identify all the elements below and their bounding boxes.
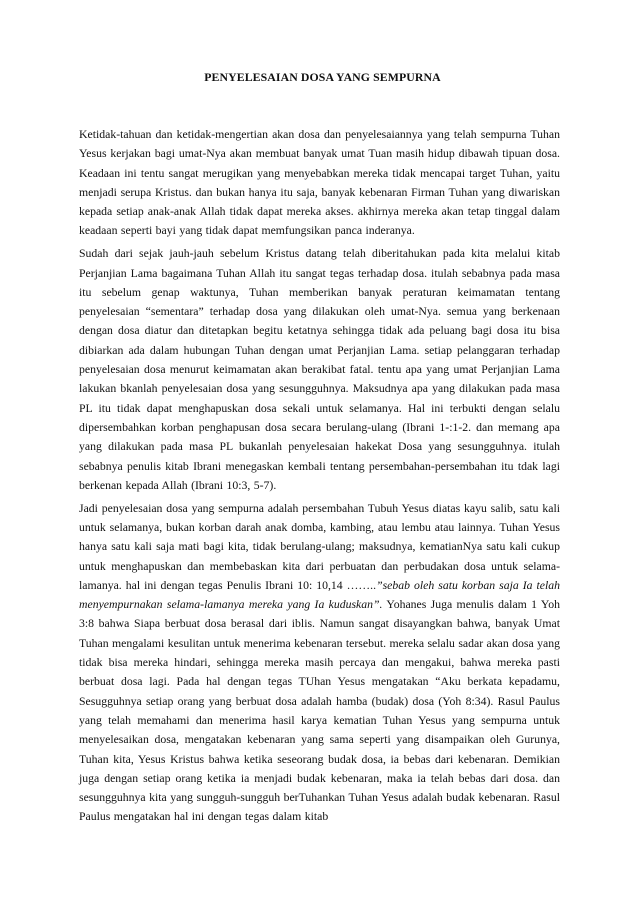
paragraph-3-text-before: Jadi penyelesaian dosa yang sempurna adalah persembahan Tubuh Yesus diatas kayu salib, satu kali untuk selamanya, bukan korban darah anak domba, kambing, atau lembu atau lainnya. Tuhan Yesus hanya satu kali saja mati bagi kita, tidak berulang-ulang; maksudnya, kematianNya satu kali cukup untuk menghapuskan dan membebaskan kita dari perbuatan dan perbudakan dosa untuk selama-lamanya. hal ini dengan tegas Penulis Ibrani 10: 10,14 …….. [79, 501, 560, 592]
paragraph-3-italic-quote: ”sebab oleh satu korban saja Ia telah menyempurnakan selama-lamanya mereka yang Ia kuduskan”. [79, 578, 560, 612]
paragraph-2: Sudah dari sejak jauh-jauh sebelum Kristus datang telah diberitahukan pada kita melalui kitab Perjanjian Lama bagaimana Tuhan Allah itu sangat tegas terhadap dosa. itulah sebabnya pada masa itu sebelum genap waktunya, Tuhan memberikan banyak peraturan keimamatan tentang penyelesaian “sementara” terhadap dosa yang dilakukan oleh umat-Nya. semua yang berkenaan dengan dosa diatur dan ditetapkan begitu ketatnya sehingga tidak ada peluang bagi dosa itu bisa dibiarkan ada dalam hubungan Tuhan dengan umat Perjanjian Lama. setiap pelanggaran terhadap penyelesaian dosa menurut keimamatan akan berakibat fatal. tentu apa yang umat Perjanjian Lama lakukan bkanlah penyelesaian dosa yang sesungguhnya. Maksudnya apa yang dilakukan pada masa PL itu tidak dapat menghapuskan dosa sekali untuk selamanya. Hal ini terbukti dengan selalu dipersembahkan korban penghapusan dosa secara berulang-ulang (Ibrani 1-:1-2. dan memang apa yang dilakukan pada masa PL bukanlah penyelesaian hakekat Dosa yang sesungguhnya. itulah sebabnya penulis kitab Ibrani menegaskan kembali tentang persembahan-persembahan itu tdak lagi berkenan kepada Allah (Ibrani 10:3, 5-7). [79, 247, 560, 492]
paragraph-3-text-after: Yohanes Juga menulis dalam 1 Yoh 3:8 bahwa Siapa berbuat dosa berasal dari iblis. Namun sangat disayangkan bahwa, banyak Umat Tuhan mengalami kesulitan untuk menerima kebenaran tersebut. mereka selalu sadar akan dosa yang tidak bisa mereka hindari, sehingga mereka masih percaya dan mengakui, bahwa mereka pasti berbuat dosa lagi. Pada hal dengan tegas TUhan Yesus mengatakan “Aku berkata kepadamu, Sesugguhnya setiap orang yang berbuat dosa adalah hamba (budak) dosa (Yoh 8:34). Rasul Paulus yang telah memahami dan menerima hasil karya kematian Tuhan Yesus yang sempurna untuk menyelesaikan dosa, mengatakan kebenaran yang sama seperti yang disampaikan oleh Gurunya, Tuhan kita, Yesus Kristus bahwa ketika seseorang budak dosa, ia bebas dari kebenaran. Demikian juga dengan setiap orang ketika ia menjadi budak kebenaran, maka ia telah bebas dari dosa. dan sesungguhnya kita yang sungguh-sungguh berTuhankan Tuhan Yesus adalah budak kebenaran. Rasul Paulus mengatakan hal ini dengan tegas dalam kitab [79, 598, 560, 824]
paragraph-3 [79, 499, 560, 827]
paragraph-1: Ketidak-tahuan dan ketidak-mengertian akan dosa dan penyelesaiannya yang telah sempurna Tuhan Yesus kerjakan bagi umat-Nya akan membuat banyak umat Tuan masih hidup dibawah tipuan dosa. Keadaan ini tentu sangat merugikan yang menyebabkan mereka tidak mencapai target Tuhan, yaitu menjadi serupa Kristus. dan bukan hanya itu saja, banyak kebenaran Firman Tuhan yang diwariskan kepada setiap anak-anak Allah tidak dapat mereka akses. akhirnya mereka akan tetap tinggal dalam keadaan seperti bayi yang tidak dapat memfungsikan panca inderanya. [79, 128, 560, 238]
document-title: PENYELESAIAN DOSA YANG SEMPURNA [204, 70, 441, 84]
